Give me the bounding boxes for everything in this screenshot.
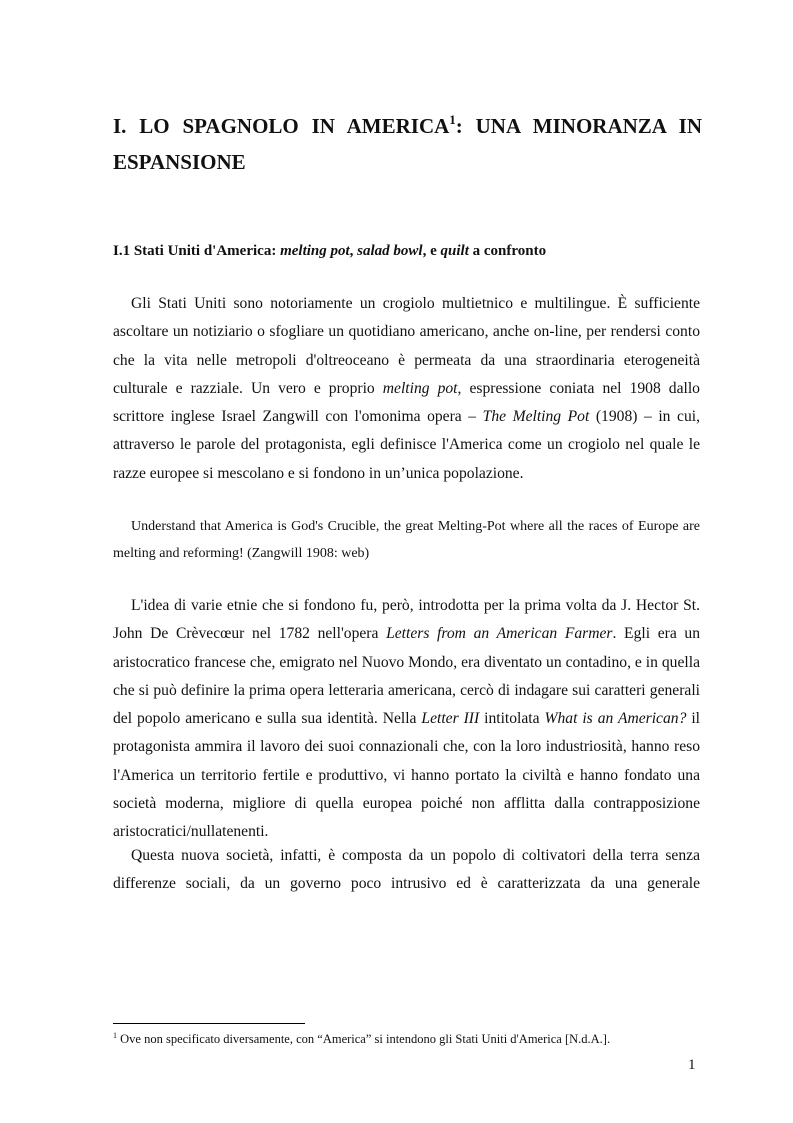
paragraph-text: L'idea di varie etnie che si fondono fu, però, introdotta per la prima volta da J. Hector St. John De Crèvecœur nel 1782 nell'opera [113,597,700,643]
term-melting-pot: melting pot [382,379,458,397]
section-heading [113,240,702,262]
letter-subtitle: What is an American? [544,710,687,728]
paragraph-melting-pot [113,290,700,488]
paragraph-text: il protagonista ammira il lavoro dei suoi connazionali che, con la loro industriosità, hanno reso l'America un territorio fertile e produttivo, vi hanno portato la civiltà e hanno fondato una società moderna, migliore di quella europea poiché non afflitta dalla contrapposizione aristocratici/nullatenenti. [113,710,700,841]
paragraph-text: . Egli era un aristocratico francese che, emigrato nel Nuovo Mondo, era diventato un contadino, e in quella che si può definire la prima opera letteraria americana, cercò di indagare sui caratteri generali del popolo americano e sulla sua identità. Nella [113,625,700,728]
section-term-melting-pot: melting pot [280,243,350,259]
footnote-divider [113,1023,305,1024]
paragraph-text: (1908) – in cui, attraverso le parole del protagonista, egli definisce l'America come un crogiolo nel quale le razze europee si mescolano e si fondono in un’unica popolazione. [113,408,700,482]
paragraph-new-society: Questa nuova società, infatti, è composta da un popolo di coltivatori della terra senza differenze sociali, da un governo poco intrusivo ed è caratterizzata da una generale [113,847,700,893]
footnote-marker: 1 [113,1031,117,1040]
section-term-quilt: quilt [440,243,469,259]
footnote [113,1030,702,1048]
paragraph-crevecoeur [113,592,700,847]
work-title-the-melting-pot: The Melting Pot [482,408,590,426]
chapter-title [113,108,702,180]
section-term-salad-bowl: salad bowl [357,243,423,259]
paragraph-text: , espressione coniata nel 1908 dallo scrittore inglese Israel Zangwill con l'omonima opera – [113,379,700,426]
paragraph-text: Gli Stati Uniti sono notoriamente un crogiolo multietnico e multilingue. È sufficiente ascoltare un notiziario o sfogliare un quotidiano americano, anche on-line, per rendersi conto che la vita nelle metropoli d'oltreoceano è permeata da una straordinaria eterogeneità culturale e razziale. Un vero e proprio [113,295,700,397]
section-sep: , [349,243,358,259]
footnote-reference[interactable]: 1 [449,112,456,127]
letter-title: Letter III [421,710,480,728]
section-heading-suffix: a confronto [468,243,547,259]
section-heading-text: I.1 Stati Uniti d'America: [113,243,281,259]
chapter-title-part2: : UNA MINORANZA IN ESPANSIONE [113,114,702,174]
work-title-letters: Letters from an American Farmer [386,625,613,643]
section-sep: , e [422,243,441,259]
footnote-text: Ove non specificato diversamente, con “America” si intendono gli Stati Uniti d'America [N.d.A.]. [117,1032,611,1046]
page-number: 1 [688,1057,696,1073]
block-quote: Understand that America is God's Crucible, the great Melting-Pot where all the races of Europe are melting and reforming! (Zangwill 1908: web) [113,519,700,561]
chapter-title-part1: I. LO SPAGNOLO IN AMERICA [113,114,450,138]
paragraph-text: intitolata [479,710,545,728]
